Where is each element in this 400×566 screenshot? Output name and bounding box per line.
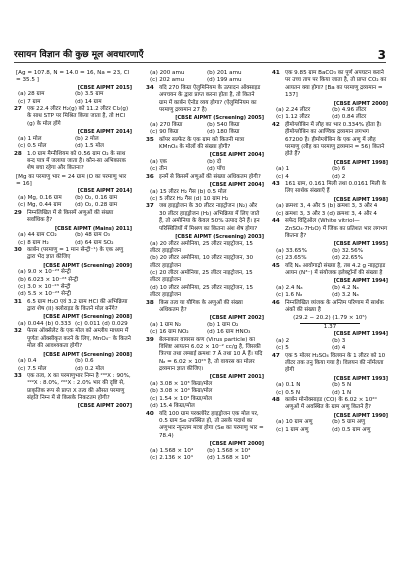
answer-option: (a) 1 ग्राम N₂: [150, 321, 182, 328]
answer-option: (b) 1.568 × 10³: [207, 447, 251, 454]
answer-options: [272, 248, 388, 263]
answer-option: (b) 5 N: [332, 382, 352, 389]
question-text: किस तत्व या यौगिक के अणुओं की संख्या अधिकतम है?: [159, 299, 243, 313]
formula: [272, 315, 388, 331]
answer-option: (a) 0.1 N: [276, 382, 301, 389]
answer-option: (b) 540 किग्रा: [207, 121, 240, 128]
question-text: फेरस ऑक्सेलेट के एक मोल को अम्लीय माध्यम में पूर्णतः ऑक्सीकृत करने के लिए, MnO₄⁻ के कितने मोल की आवश्यकता होगी?: [27, 328, 131, 350]
question-text: निम्नलिखित में से किसमें अणुओं की संख्या सर्वाधिक है?: [27, 209, 114, 224]
answer-option: (d) 199 amu: [207, 77, 242, 84]
answer-option: (a) 28 ग्राम: [18, 91, 45, 98]
question-number: 45: [272, 262, 280, 269]
question-text: [Mg का परमाणु भार = 24 ग्राम (O का परमाणु भार = 16]: [16, 173, 127, 188]
answer-options: [272, 285, 388, 300]
page-number: 3: [377, 48, 386, 62]
answer-option: (b) 201 amu: [207, 70, 242, 76]
exam-reference: [CBSE AIPMT (Screening) 2005]: [175, 115, 264, 122]
question-text: सफेद विट्रिओल (White vitriol—ZnSO₄·7H₂O) में जिंक का प्रतिशत भार लगभग कितना है?: [285, 218, 388, 239]
question-text: एक 22.4 लीटर H₂(g) को 11.2 लीटर Cl₂(g) के साथ STP पर मिश्रित किया जाता है, तो HCl (g) के मोल होंगे: [27, 106, 129, 127]
answer-option: (d) 0.2 मोल: [75, 365, 104, 372]
formula-numerator: (29.2 − 20.2) (1.79 × 10⁵): [293, 315, 367, 322]
answer-option: (d) 0.5 ग्राम अणु: [332, 426, 371, 433]
question-text: हीमोग्लोबिन में लौह का भार 0.334% होता है। हीमोग्लोबिन का आण्विक द्रव्यमान लगभग 67200 है। हीमोग्लोबिन के एक अणु में लौह परमाणु (लौह का परमाणु द्रव्यमान = 56) कितने होते हैं?: [285, 121, 385, 158]
answer-option: (c) 1.6 Nₐ: [276, 292, 303, 299]
answer-option: (d) 180 किग्रा: [207, 129, 240, 136]
question-number: 44: [272, 218, 280, 225]
column-middle: [146, 70, 264, 462]
answer-option: (a) 1: [276, 166, 290, 173]
answer-option: (a) 200 amu: [150, 70, 185, 76]
column-right: [272, 70, 388, 434]
question-number: 33: [14, 372, 22, 379]
question: [146, 85, 264, 115]
answer-option: (c) 1.12 लीटर: [276, 114, 310, 121]
answer-option: (d) 3.2 Nₐ: [332, 292, 359, 299]
exam-reference: [CBSE AIPMT 2000]: [333, 100, 388, 107]
answer-option: (c) क्रमशः 3, 3 और 3 (d) क्रमशः 3, 4 और 4: [276, 210, 377, 217]
answer-option: (a) 2: [276, 337, 290, 344]
answer-option: (a) 0.4: [18, 358, 37, 365]
answer-options: [146, 381, 264, 411]
question-number: 28: [14, 150, 22, 157]
answer-option: (d) 1 N: [332, 389, 352, 396]
page-header: [14, 50, 386, 63]
answer-option: (c) 1 ग्राम अणु: [276, 426, 309, 433]
answer-option: (c) 4: [276, 173, 289, 180]
answer-option: (b) 6.023 × 10⁻²³ सेन्ट्री: [18, 276, 79, 283]
question: [14, 328, 132, 350]
answer-option: (d) 1.5 मोल: [75, 143, 104, 150]
question-text: जब हाइड्रोजन के 30 लीटर नाइट्रोजन (N₂) और 30 लीटर हाइड्रोजन (H₂) अभिक्रिया में लिए जाते हैं, तो अमोनिया के केवल 50% उत्पाद देने हैं। इन परिस्थितियों में मिश्रण का कितना अंश शेष होगा?: [159, 203, 260, 232]
question-text: यदि 270 किग्रा ऐलुमिनियम के उत्पादन ऑक्साइड अपचयन के द्वारा प्राप्त करना होता है, तो कितने ग्राम में कार्बन ऐनोड व्यय होगा? (ऐलुमिनियम का परमाणु द्रव्यमान 27 है): [159, 84, 261, 113]
formula-denominator: 1.37: [300, 323, 360, 331]
question-text: यदि 100 ग्राम परक्लोरेट हाइड्रोजन एक मोल पर, 0.5 ग्राम Se उपस्थित हो, तो उसके पदार्थ का अणुभार न्यूनतम मात्रा होगा (Se का परमाणु भार = 78.4): [159, 410, 264, 439]
answer-option: (b) 48 ग्राम O₃: [75, 232, 110, 239]
exam-reference: [CBSE AIPMT 2007]: [77, 403, 132, 410]
question-text: 6.5 ग्राम H₂O एवं 3.2 ग्राम HCl की अभिक्रिया द्वारा शेष (II) क्लोराइड के कितने मोल बनेंगे?: [27, 298, 128, 313]
answer-options: [146, 189, 264, 204]
question-text: 161 ग्राम, 0.161 मिली तथा 0.0161 मिली के लिए सार्थक संख्याएँ हैं: [285, 181, 387, 195]
answer-options: [146, 122, 264, 137]
column-left: [14, 70, 132, 410]
answer-option: (c) 0.5 N: [276, 389, 301, 396]
answer-option: (c) 0.5 मोल: [18, 143, 47, 150]
answer-option: (b) 4.2 Nₐ: [332, 284, 359, 291]
question-text: कार्बन (परमाणु = 1 मान सेन्ट्री⁻¹) के एक अणु द्वारा भेद ज्ञात कीजिए: [27, 246, 124, 261]
question-number: 42: [272, 121, 280, 128]
question: [272, 353, 388, 375]
question-text: एक 9.85 ग्राम BaCO₃ का पूर्ण अपघटन कराने पर उच्च ताप पर किया जाता है, तो प्राप्त CO₂ का आयतन क्या होगा? [Ba का परमाणु द्रव्यमान = 137]: [285, 70, 387, 99]
question: [272, 263, 388, 278]
answer-options: [272, 203, 388, 218]
answer-option: (c) 5: [276, 345, 289, 352]
answer-option: (d) 10 लीटर अमोनिया, 25 लीटर नाइट्रोजन, 15 लीटर हाइड्रोजन: [150, 284, 254, 299]
answer-options: [146, 448, 264, 463]
answer-option: (c) 23.65%: [276, 255, 307, 262]
question-number: 47: [272, 352, 280, 359]
question-text: कार्बन मोनोक्साइड (CO) के 6.02 × 10²⁰ अणुओं में अवस्थित के ग्राम अणु कितने हैं?: [285, 397, 377, 411]
answer-option: (d) पाँच: [207, 166, 225, 173]
answer-option: (b) O₂, 0.16 ग्राम: [75, 195, 118, 202]
question-number: 48: [272, 397, 280, 404]
answer-option: (b) दो: [207, 158, 222, 165]
answer-option: (d) 0.84 लीटर: [332, 114, 367, 121]
question-number: 30: [14, 246, 22, 253]
answer-option: (c) तीन: [150, 166, 167, 173]
exam-reference: [CBSE AIPMT 2000]: [209, 441, 264, 448]
question: [14, 299, 132, 314]
question-number: 34: [146, 84, 154, 91]
answer-options: [14, 358, 132, 373]
question: [272, 300, 388, 315]
answer-option: (b) 32.56%: [332, 247, 364, 254]
exam-reference: [CBSE AIPMT 1998]: [333, 196, 388, 203]
exam-reference: [CBSE AIPMT 2014]: [77, 188, 132, 195]
answer-options: [272, 338, 388, 353]
answer-options: [272, 166, 388, 181]
question: [146, 203, 264, 233]
answer-option: (a) 15 लीटर H₂ गैस (b) 0.5 मोल: [150, 188, 227, 195]
answer-options: [14, 91, 132, 106]
question-text: [Ag = 107.8, N = 14.0 = 16, Na = 23, Cl = 35.5 ]: [16, 70, 130, 84]
answer-option: (c) 3.0 × 10⁻²³ सेन्ट्री: [18, 283, 71, 290]
answer-options: [14, 232, 132, 247]
question-number: 36: [146, 173, 154, 180]
answer-option: (d) 16 ग्राम HNO₃: [207, 329, 251, 336]
question-text: बेलनाकार वायरस कण (Virus particle) का विशिष्ट आयतन 6.02 × 10⁻² cc/g है, जिसकी त्रिज्या तथा लम्बाई क्रमशः 7 Å तथा 10 Å हैं। यदि Nₐ = 6.02 × 10²³ है, तो वायरस का मोलर द्रव्यमान ज्ञात कीजिए।: [159, 336, 263, 373]
answer-option: (c) 20 लीटर अमोनिया, 25 लीटर नाइट्रोजन, 15 लीटर हाइड्रोजन: [150, 270, 253, 284]
exam-reference: [CBSE AIPMT 1990]: [333, 412, 388, 419]
exam-reference: [CBSE AIPMT 2014]: [77, 129, 132, 136]
answer-option: (d) 4: [332, 345, 346, 352]
answer-option: (d) 1.568 × 10⁴: [207, 455, 251, 462]
question-number: 40: [146, 410, 154, 417]
question-number: 37: [146, 203, 154, 210]
answer-option: (b) 6: [332, 166, 346, 173]
question-text: यदि Nₐ आवोगाद्रो संख्या है, तब 4.2 g नाइट्राइड आयन (N³⁻) में संयोजक इलेक्ट्रॉनों की संख्या है: [285, 262, 386, 276]
answer-option: (c) 7 ग्राम: [18, 98, 41, 105]
question: [14, 106, 132, 128]
answer-option: (b) 3.5 ग्राम: [75, 91, 104, 98]
question: [272, 122, 388, 159]
answer-options: [146, 70, 264, 85]
question: [14, 373, 132, 403]
answer-option: (a) 44 ग्राम CO₂: [18, 232, 57, 239]
exam-reference: [CBSE AIPMT 1995]: [333, 241, 388, 248]
answer-option: (c) 90 किग्रा: [150, 129, 179, 136]
answer-option: (a) 2.24 लीटर: [276, 107, 311, 114]
question-text: कॉपर सल्फेट के एक ग्राम को कितनी मात्रा KMnO₄ के मोलों की संख्या होगी?: [159, 136, 245, 150]
answer-option: (b) 5 ग्राम अणु: [332, 419, 366, 426]
answer-option: (b) 2 मोल: [75, 135, 99, 142]
answer-option: (c) 8 ग्राम H₂: [18, 239, 49, 246]
answer-option: (b) 1 ग्राम O₂: [207, 321, 239, 328]
answer-option: (d) O₂, 0.28 ग्राम: [75, 202, 118, 209]
exam-reference: [CBSE AIPMT 2015]: [77, 84, 132, 91]
answer-options: [14, 269, 132, 299]
question-number: 43: [272, 181, 280, 188]
answer-option: (c) Mg, 0.44 ग्राम: [18, 202, 62, 209]
question-number: 46: [272, 299, 280, 306]
answer-option: (b) 4.96 लीटर: [332, 107, 367, 114]
answer-option: (a) 0.044 (b) 0.333: [18, 321, 72, 328]
question: [272, 181, 388, 196]
question: [146, 300, 264, 315]
exam-reference: [CBSE AIPMT 1994]: [333, 278, 388, 285]
exam-reference: [CBSE AIPMT (Screening) 2003]: [175, 233, 264, 240]
answer-options: [272, 107, 388, 122]
question: [14, 210, 132, 225]
question: [146, 137, 264, 152]
answer-options: [14, 136, 132, 151]
answer-option: (b) 3: [332, 337, 346, 344]
question-number: 29: [14, 209, 22, 216]
exam-reference: [CBSE AIPMT 2002]: [209, 315, 264, 322]
answer-option: (a) 33.65%: [276, 247, 307, 254]
answer-option: (a) 2.4 Nₐ: [276, 284, 303, 291]
answer-option: (a) 20 लीटर अमोनिया, 25 लीटर नाइट्रोजन, 15 लीटर हाइड्रोजन: [150, 240, 253, 254]
question-text: इनमें से किसमें अणुओं की संख्या अधिकतम होगी?: [159, 173, 261, 180]
answer-option: (d) 15.4 किग्रा/मोल: [150, 403, 195, 410]
question-text: निम्नलिखित व्यंजक के अन्तिम परिणाम में सार्थक अंकों की संख्या है: [285, 299, 384, 314]
question-number: 31: [14, 298, 22, 305]
answer-option: (a) Mg, 0.16 ग्राम: [18, 195, 62, 202]
answer-option: (a) 1 मोल: [18, 135, 42, 142]
answer-option: (d) 5.5 × 10⁻²³ सेन्ट्री: [18, 291, 71, 298]
question-text: 1.0 ग्राम मैग्नीशियम को 0.56 ग्राम O₂ के साथ बन्द पात्र में जलाया जाता है। कौन-सा अभिकारक शेष बचा रहेगा और कितना?: [27, 150, 126, 172]
question: [272, 397, 388, 412]
answer-options: [272, 419, 388, 434]
answer-options: [146, 322, 264, 337]
question: [272, 218, 388, 240]
answer-option: (b) 20 लीटर अमोनिया, 10 लीटर नाइट्रोजन, 30 लीटर हाइड्रोजन: [150, 255, 254, 269]
answer-option: (c) 0.011 (d) 0.029: [75, 321, 128, 328]
answer-options: [14, 195, 132, 210]
answer-option: (a) एक: [150, 158, 167, 165]
answer-option: (d) 22.65%: [332, 255, 364, 262]
answer-option: (c) 7.5 मोल: [18, 365, 47, 372]
question-number: 41: [272, 70, 280, 76]
exam-reference: [CBSE AIPMT (Screening) 2008]: [43, 351, 132, 358]
answer-option: (c) 2.136 × 10⁴: [150, 455, 193, 462]
question: [14, 151, 132, 173]
answer-options: [146, 241, 264, 300]
question-number: 39: [146, 336, 154, 343]
answer-option: (b) 0.6: [75, 358, 94, 365]
answer-option: (a) 270 किग्रा: [150, 121, 183, 128]
exam-reference: [CBSE AIPMT 2004]: [209, 182, 264, 189]
question: [146, 411, 264, 441]
answer-option: (a) 1.568 × 10⁴: [150, 447, 194, 454]
question-text: एक 5 मोलर H₂SO₄ विलयन के 1 लीटर को 10 लीटर तक तनु किया गया है। विलयन की नॉर्मलता होगी: [285, 352, 386, 374]
answer-option: (c) 1.54 × 10⁴ किग्रा/मोल: [150, 395, 212, 402]
question-number: 35: [146, 136, 154, 143]
exam-reference: [CBSE AIPMT 1994]: [333, 331, 388, 338]
exam-reference: [CBSE AIPMT (Screening) 2009]: [43, 262, 132, 269]
question-number: 38: [146, 299, 154, 306]
answer-option: (a) 10 ग्राम अणु: [276, 419, 313, 426]
answer-option: (c) 16 ग्राम NO₂: [150, 329, 189, 336]
answer-option: (d) 2: [332, 173, 346, 180]
answer-option: (a) 3.08 × 10³ किग्रा/मोल: [150, 381, 213, 388]
question-number: 32: [14, 328, 22, 335]
exam-reference: [CBSE AIPMT 2001]: [209, 374, 264, 381]
answer-option: (d) 14 ग्राम: [75, 98, 102, 105]
answer-option: (d) 64 ग्राम SO₂: [75, 239, 114, 246]
answer-option: (a) 9.0 × 10⁻²³ सेन्ट्री: [18, 269, 71, 276]
exam-reference: [CBSE AIPMT (Screening) 2008]: [43, 314, 132, 321]
exam-reference: [CBSE AIPMT 2004]: [209, 152, 264, 159]
answer-option: (c) 202 amu: [150, 77, 185, 84]
question: [14, 247, 132, 262]
answer-option: (c) 5 लीटर H₂ गैस (d) 10 ग्राम H₂: [150, 196, 229, 203]
answer-options: [272, 382, 388, 397]
question-text: एक तत्व, X का परमाणुभार निम्न है ²⁰⁰X : 90%, ¹⁹⁹X : 8.0%, ²⁰²X : 2.0% भार की दृष्टि से, प्राकृतिक रूप से प्राप्त X तत्व की औसत परमाणु संहति निम्न में से किसके निकटतम होगी?: [27, 372, 131, 402]
question: [146, 174, 264, 181]
question: [146, 337, 264, 374]
exam-reference: [CBSE AIPMT 1993]: [333, 375, 388, 382]
exam-reference: [CBSE AIPMT (Mains) 2011]: [54, 225, 132, 232]
answer-options: [146, 159, 264, 174]
question: [272, 70, 388, 100]
question-number: 27: [14, 106, 22, 113]
exam-reference: [CBSE AIPMT 1998]: [333, 159, 388, 166]
answer-option: (b) 3.08 × 10⁴ किग्रा/मोल: [150, 388, 213, 395]
page-title: रसायन विज्ञान की कुछ मूल अवधारणाएँ: [14, 50, 144, 60]
answer-option: (a) क्रमशः 3, 4 और 5 (b) क्रमशः 3, 3 और 4: [276, 203, 378, 210]
